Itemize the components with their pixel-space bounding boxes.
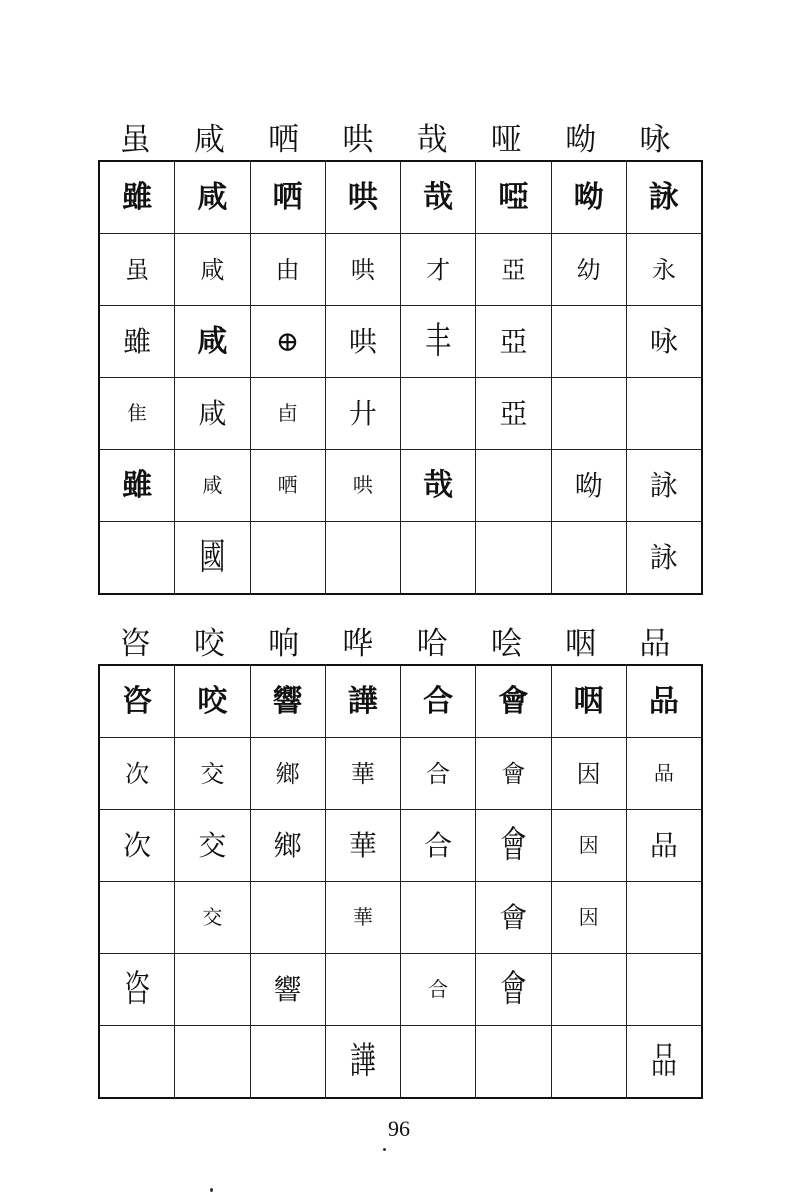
ancient-glyph: 華 [352, 905, 373, 929]
ancient-glyph: 由 [275, 255, 300, 284]
glyph-cell [401, 810, 476, 882]
glyph-cell [401, 450, 476, 522]
ancient-glyph: 哄 [348, 324, 377, 358]
glyph-row [99, 378, 702, 450]
glyph-cell [99, 378, 175, 450]
glyph-cell [476, 234, 551, 306]
ancient-glyph: 咨 [124, 968, 151, 1011]
ancient-glyph: 因 [576, 759, 601, 788]
ancient-glyph: 咸 [197, 323, 228, 359]
glyph-cell [551, 810, 626, 882]
ancient-glyph: 會 [499, 900, 528, 934]
header-character: 哂 [268, 122, 300, 158]
ancient-glyph: 合 [423, 683, 454, 719]
glyph-row [99, 954, 702, 1026]
glyph-row [99, 306, 702, 378]
glyph-cell [325, 450, 400, 522]
glyph-cell [551, 738, 626, 810]
scan-speck [210, 1188, 213, 1192]
ancient-glyph: 國 [199, 536, 226, 579]
ancient-glyph: 咸 [200, 255, 225, 284]
ancient-glyph: 因 [578, 833, 599, 857]
glyph-cell [401, 954, 476, 1026]
glyph-cell [626, 306, 702, 378]
glyph-cell [551, 234, 626, 306]
ancient-glyph: 詠 [648, 179, 679, 215]
ancient-glyph: 譁 [349, 1040, 376, 1083]
ancient-glyph: ⊕ [275, 324, 300, 358]
glyph-row [99, 882, 702, 954]
glyph-cell [401, 378, 476, 450]
glyph-cell [551, 522, 626, 595]
glyph-row [99, 1026, 702, 1099]
glyph-cell [551, 1026, 626, 1099]
glyph-cell [325, 161, 400, 234]
glyph-cell [99, 161, 175, 234]
ancient-glyph: 會 [500, 824, 527, 867]
modern-character-header-row [98, 624, 692, 664]
glyph-cell [325, 738, 400, 810]
ancient-glyph: 雖 [122, 179, 153, 215]
glyph-cell [401, 882, 476, 954]
glyph-cell [325, 954, 400, 1026]
glyph-cell [175, 450, 250, 522]
glyph-cell [99, 882, 175, 954]
glyph-row [99, 161, 702, 234]
glyph-cell [626, 810, 702, 882]
ancient-glyph: 品 [648, 683, 679, 719]
ancient-glyph: 咬 [197, 683, 228, 719]
ancient-glyph: 哄 [350, 255, 375, 284]
header-character: 哈 [416, 626, 448, 662]
ancient-glyph: 咨 [122, 683, 153, 719]
ancient-glyph: 雖 [122, 467, 153, 503]
ancient-glyph: 呦 [573, 179, 604, 215]
glyph-cell [476, 522, 551, 595]
ancient-glyph: 交 [202, 905, 223, 929]
glyph-cell [175, 665, 250, 738]
glyph-cell [401, 738, 476, 810]
glyph-cell [325, 810, 400, 882]
ancient-glyph: 譁 [347, 683, 378, 719]
glyph-cell [175, 954, 250, 1026]
glyph-cell [99, 450, 175, 522]
glyph-cell [626, 665, 702, 738]
ancient-glyph: 品 [650, 1040, 677, 1083]
ancient-glyph: 咸 [202, 473, 223, 497]
glyph-row [99, 810, 702, 882]
ancient-glyph: 卣 [277, 401, 298, 425]
glyph-cell [476, 378, 551, 450]
ancient-glyph: 咸 [197, 179, 228, 215]
glyph-cell [476, 810, 551, 882]
glyph-cell [325, 234, 400, 306]
glyph-cell [325, 378, 400, 450]
glyph-cell [626, 450, 702, 522]
ancient-glyph: 次 [123, 828, 152, 862]
glyph-cell [250, 810, 325, 882]
glyph-cell [250, 450, 325, 522]
ancient-glyph: 永 [651, 255, 676, 284]
glyph-cell [99, 1026, 175, 1099]
modern-character-header-row [98, 120, 692, 160]
header-character: 咨 [119, 626, 151, 662]
ancient-glyph: 隹 [127, 401, 148, 425]
glyph-cell [476, 882, 551, 954]
ancient-glyph: 合 [424, 828, 453, 862]
page-number: 96 [388, 1116, 410, 1141]
ancient-glyph: 咸 [198, 396, 227, 430]
glyph-cell [250, 306, 325, 378]
glyph-row [99, 665, 702, 738]
glyph-cell [626, 1026, 702, 1099]
glyph-cell [250, 882, 325, 954]
header-character: 咽 [565, 626, 597, 662]
glyph-cell [175, 234, 250, 306]
ancient-glyph: 詠 [649, 540, 678, 574]
glyph-cell [401, 306, 476, 378]
glyph-cell [626, 378, 702, 450]
ancient-glyph: 亞 [499, 324, 528, 358]
ancient-glyph: 鄉 [275, 759, 300, 788]
glyph-row [99, 522, 702, 595]
glyph-cell [250, 161, 325, 234]
ancient-glyph: 才 [426, 255, 451, 284]
glyph-cell [250, 665, 325, 738]
glyph-cell [476, 738, 551, 810]
ancient-glyph: 華 [350, 759, 375, 788]
glyph-cell [476, 1026, 551, 1099]
glyph-cell [626, 882, 702, 954]
glyph-cell [175, 810, 250, 882]
ancient-glyph: 因 [578, 905, 599, 929]
ancient-glyph: 亞 [501, 255, 526, 284]
header-character: 响 [268, 626, 300, 662]
header-character: 哑 [490, 122, 522, 158]
glyph-cell [626, 234, 702, 306]
glyph-cell [250, 378, 325, 450]
glyph-cell [401, 665, 476, 738]
glyph-cell [551, 450, 626, 522]
header-character: 呦 [565, 122, 597, 158]
glyph-cell [99, 665, 175, 738]
ancient-glyph: 呦 [574, 468, 603, 502]
glyph-cell [476, 306, 551, 378]
header-character: 品 [639, 626, 671, 662]
glyph-cell [175, 378, 250, 450]
ancient-glyph: 會 [500, 968, 527, 1011]
ancient-glyph: 品 [653, 761, 674, 785]
seal-script-grid [98, 664, 703, 1099]
glyph-cell [175, 1026, 250, 1099]
ancient-glyph: 次 [125, 759, 150, 788]
glyph-cell [476, 954, 551, 1026]
ancient-glyph: 華 [348, 828, 377, 862]
header-character: 哄 [342, 122, 374, 158]
glyph-cell [250, 1026, 325, 1099]
glyph-cell [325, 665, 400, 738]
glyph-cell [99, 954, 175, 1026]
character-table-top [98, 120, 692, 595]
ancient-glyph: 咏 [649, 324, 678, 358]
glyph-row [99, 234, 702, 306]
glyph-cell [175, 161, 250, 234]
ancient-glyph: 會 [498, 683, 529, 719]
ancient-glyph: 啞 [498, 179, 529, 215]
ancient-glyph: 交 [198, 828, 227, 862]
ancient-glyph: 哂 [272, 179, 303, 215]
glyph-cell [325, 522, 400, 595]
ancient-glyph: 幼 [576, 255, 601, 284]
ancient-glyph: 丰 [425, 320, 452, 363]
glyph-cell [175, 882, 250, 954]
glyph-cell [551, 882, 626, 954]
glyph-cell [401, 234, 476, 306]
ancient-glyph: 廾 [348, 396, 377, 430]
ancient-glyph: 合 [426, 759, 451, 788]
ancient-glyph: 交 [200, 759, 225, 788]
ancient-glyph: 哂 [277, 473, 298, 497]
ancient-glyph: 會 [501, 759, 526, 788]
glyph-cell [626, 954, 702, 1026]
ancient-glyph: 虽 [125, 255, 150, 284]
glyph-cell [99, 738, 175, 810]
glyph-cell [175, 522, 250, 595]
ancient-glyph: 哄 [347, 179, 378, 215]
ancient-glyph: 咽 [573, 683, 604, 719]
glyph-cell [476, 450, 551, 522]
ancient-glyph: 響 [273, 972, 302, 1006]
glyph-cell [401, 1026, 476, 1099]
scan-speck [383, 1148, 386, 1151]
glyph-cell [476, 161, 551, 234]
glyph-cell [250, 738, 325, 810]
glyph-cell [325, 1026, 400, 1099]
ancient-glyph: 哉 [423, 467, 454, 503]
glyph-cell [250, 234, 325, 306]
glyph-cell [551, 161, 626, 234]
header-character: 虽 [119, 122, 151, 158]
ancient-glyph: 合 [428, 977, 449, 1001]
glyph-cell [551, 378, 626, 450]
glyph-cell [99, 234, 175, 306]
seal-script-grid [98, 160, 703, 595]
ancient-glyph: 哉 [423, 179, 454, 215]
character-table-bottom [98, 624, 692, 1099]
glyph-cell [325, 882, 400, 954]
glyph-cell [551, 665, 626, 738]
glyph-row [99, 450, 702, 522]
header-character: 哗 [342, 626, 374, 662]
ancient-glyph: 鄉 [273, 828, 302, 862]
ancient-glyph: 響 [272, 683, 303, 719]
glyph-cell [551, 306, 626, 378]
glyph-cell [99, 306, 175, 378]
glyph-cell [325, 306, 400, 378]
ancient-glyph: 哄 [352, 473, 373, 497]
ancient-glyph: 亞 [499, 396, 528, 430]
header-character: 咏 [639, 122, 671, 158]
glyph-cell [626, 522, 702, 595]
ancient-glyph: 品 [649, 828, 678, 862]
glyph-cell [551, 954, 626, 1026]
header-character: 咬 [193, 626, 225, 662]
glyph-cell [250, 954, 325, 1026]
ancient-glyph: 雖 [123, 324, 152, 358]
ancient-glyph: 詠 [649, 468, 678, 502]
glyph-cell [476, 665, 551, 738]
header-character: 哙 [490, 626, 522, 662]
glyph-cell [175, 738, 250, 810]
glyph-row [99, 738, 702, 810]
header-character: 咸 [193, 122, 225, 158]
glyph-cell [626, 738, 702, 810]
glyph-cell [99, 522, 175, 595]
glyph-cell [401, 522, 476, 595]
header-character: 哉 [416, 122, 448, 158]
glyph-cell [401, 161, 476, 234]
glyph-cell [250, 522, 325, 595]
glyph-cell [626, 161, 702, 234]
glyph-cell [99, 810, 175, 882]
glyph-cell [175, 306, 250, 378]
